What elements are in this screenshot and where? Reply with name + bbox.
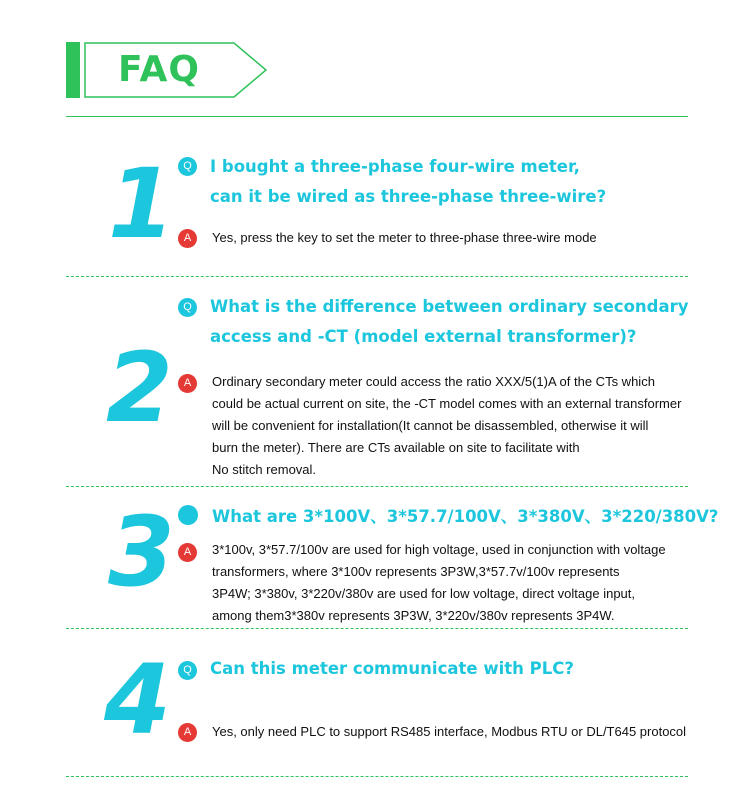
faq-number-1: 1: [108, 148, 175, 260]
item-divider: [66, 628, 688, 629]
question-badge-icon: Q: [178, 661, 197, 680]
item-divider: [66, 486, 688, 487]
faq-answer-2: Ordinary secondary meter could access the ratio XXX/5(1)A of the CTs which could be actual current on site, the -CT model comes with an external transformer will be convenient for installation(It cannot be disassembled, otherwise it will burn the meter). There are CTs available on site to facilitate with No stitch removal.: [212, 374, 682, 477]
faq-answer-1: Yes, press the key to set the meter to three-phase three-wire mode: [212, 230, 597, 245]
question-badge-icon: Q: [178, 157, 197, 176]
header-divider: [66, 116, 688, 117]
answer-badge-icon: A: [178, 229, 197, 248]
faq-number-4: 4: [104, 644, 171, 756]
faq-answer-4: Yes, only need PLC to support RS485 interface, Modbus RTU or DL/T645 protocol: [212, 724, 687, 739]
faq-number-2: 2: [106, 332, 173, 444]
title-banner: [84, 42, 268, 98]
faq-question-3: What are 3*100V、3*57.7/100V、3*380V、3*220/380V?: [212, 507, 719, 526]
faq-number-3: 3: [108, 496, 175, 608]
item-divider: [66, 776, 688, 777]
question-badge-icon: Q: [178, 298, 197, 317]
faq-answer-3: 3*100v, 3*57.7/100v are used for high voltage, used in conjunction with voltage transformers, where 3*100v represents 3P3W,3*57.7v/100v represents 3P4W; 3*380v, 3*220v/380v are used for low voltage, direct voltage input, among them3*380v represents 3P3W, 3*220v/380v represents 3P4W.: [212, 542, 666, 623]
page-title: FAQ: [118, 49, 200, 90]
title-accent-bar: [66, 42, 80, 98]
faq-question-4: Can this meter communicate with PLC?: [210, 659, 574, 678]
bullet-dot-icon: [178, 505, 198, 525]
answer-badge-icon: A: [178, 374, 197, 393]
answer-badge-icon: A: [178, 543, 197, 562]
answer-badge-icon: A: [178, 723, 197, 742]
faq-question-1: I bought a three-phase four-wire meter, can it be wired as three-phase three-wire?: [210, 157, 607, 206]
item-divider: [66, 276, 688, 277]
faq-question-2: What is the difference between ordinary secondary access and -CT (model external transformer)?: [210, 297, 689, 346]
